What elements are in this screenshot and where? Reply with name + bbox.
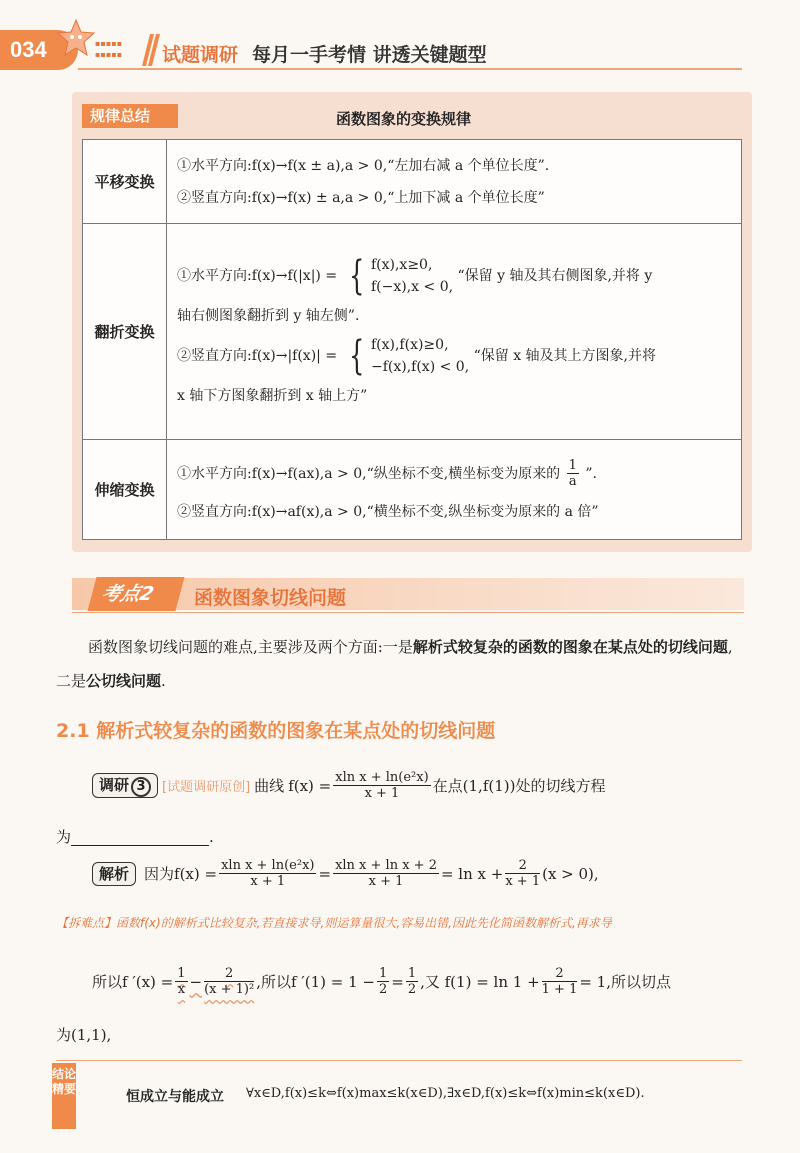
solution-tag: 解析 [92,862,136,886]
section-title: 2.1 解析式较复杂的函数的图象在某点处的切线问题 [56,720,496,742]
answer-blank[interactable] [71,828,209,846]
fraction: $\frac{1}{x}$ [177,966,186,997]
star-mascot-icon [56,18,96,58]
fraction: $\frac{2}{x + 1}$ [505,858,541,889]
page-number: 034 [0,30,78,70]
header-divider [78,68,742,70]
rule-name: 平移变换 [83,140,167,224]
problem-tag: 调研 3 [92,773,158,798]
header-title: 试题调研 [162,44,239,66]
solution-line: 解析 因为f(x) = $\frac{\text{xln x + ln(e²x)}}{x + 1}$ = $\frac{\text{xln x + ln x + 2}}{x + 1}$ = ln x + $\frac{2}{x + 1}$ (x > 0), [92,858,599,889]
rule-summary-caption: 函数图象的变换规律 [336,110,472,128]
rule-row-scaling [83,440,742,540]
difficulty-note: 【拆难点】函数f(x)的解析式比较复杂,若直接求导,则运算量很大,容易出错,因此先化简函数解析式,再求导 [56,916,612,930]
rule-line: x 轴下方图象翻折到 x 轴上方” [177,387,368,404]
wavy-highlight: $\frac{1}{x}$ − $\frac{2}{\text{(x + 1)²}}$ [177,966,255,997]
piecewise: { f(x),x≥0, f(−x),x < 0, [348,252,454,299]
fraction: $\frac{1}{2}$ [378,966,388,997]
rule-body [167,140,742,224]
rule-line: 轴右侧图象翻折到 y 轴左侧”. [177,307,360,324]
rule-line: ①水平方向:f(x)→f(|x|) = { f(x),x≥0, f(−x),x < 0, “保留 y 轴及其右侧图象,并将 y [177,252,653,299]
fraction: $\frac{1}{2}$ [407,966,417,997]
footer-label: 恒成立与能成立 [126,1089,224,1105]
footer-tag: 结论精要 [52,1063,76,1129]
rules-table [82,139,742,540]
rule-name: 翻折变换 [83,224,167,440]
problem-source: [试题调研原创] [162,780,251,795]
fraction: $\frac{1}{a}$ [568,458,577,489]
header-slash-icon [142,34,160,66]
rule-body [167,440,742,540]
intro-paragraph: 函数图象切线问题的难点,主要涉及两个方面:一是解析式较复杂的函数的图象在某点处的切线问题,二是公切线问题. [56,638,733,690]
problem-line: 调研 3 [试题调研原创] 曲线 f(x) = $\frac{\text{xln x + ln(e²x)}}{x + 1}$ 在点(1,f(1))处的切线方程 [92,770,605,801]
fraction: $\frac{2}{\text{(x + 1)²}}$ [204,966,255,997]
kaodian-divider [72,612,744,613]
rule-line: ②竖直方向:f(x)→f(x) ± a,a > 0,“上加下减 a 个单位长度” [177,189,545,206]
derivative-line: 所以f ′(x) = $\frac{1}{x}$ − $\frac{2}{\text{(x + 1)²}}$ ,所以f ′(1) = 1 − $\frac{1}{2}$ = $\frac{1}{2}$ ,又 f(1) = ln 1 + $\frac{2}{1 + 1}$ = 1,所以切点 [92,966,671,997]
rule-row-translation [83,140,742,224]
footer-text: ∀x∈D,f(x)≤k⇔f(x)max≤k(x∈D),∃x∈D,f(x)≤k⇔f(x)min≤k(x∈D). [246,1086,645,1101]
kaodian-tag: 考点2 [87,577,184,611]
fraction: $\frac{\text{xln x + ln x + 2}}{x + 1}$ [335,858,437,889]
rule-line: ②竖直方向:f(x)→|f(x)| = { f(x),f(x)≥0, −f(x),f(x) < 0, “保留 x 轴及其上方图象,并将 [177,332,657,379]
header-subtitle: 每月一手考情 讲透关键题型 [252,44,487,66]
header-small-print-icon: ▪▪▪▪▪ ▪▪▪▪▪ [95,39,123,59]
problem-line-2: 为 . [56,827,214,846]
rule-line: ①水平方向:f(x)→f(x ± a),a > 0,“左加右减 a 个单位长度”. [177,157,550,174]
rule-body [167,224,742,440]
kaodian-title: 函数图象切线问题 [194,587,347,609]
rule-name: 伸缩变换 [83,440,167,540]
rule-line: ②竖直方向:f(x)→af(x),a > 0,“横坐标不变,纵坐标变为原来的 a 倍” [177,503,599,520]
fraction: $\frac{\text{xln x + ln(e²x)}}{x + 1}$ [221,858,315,889]
rule-row-flip [83,224,742,440]
piecewise: { f(x),f(x)≥0, −f(x),f(x) < 0, [348,332,470,379]
rule-summary-tag: 规律总结 [82,104,178,128]
rule-line: ①水平方向:f(x)→f(ax),a > 0,“纵坐标不变,横坐标变为原来的 $\frac{1}{a}$ ”. [177,458,597,489]
derivative-line-2: 为(1,1), [56,1026,112,1044]
fraction: $\frac{\text{xln x + ln(e²x)}}{x + 1}$ [335,770,429,801]
fraction: $\frac{2}{1 + 1}$ [541,966,578,997]
footer-divider [56,1060,742,1061]
